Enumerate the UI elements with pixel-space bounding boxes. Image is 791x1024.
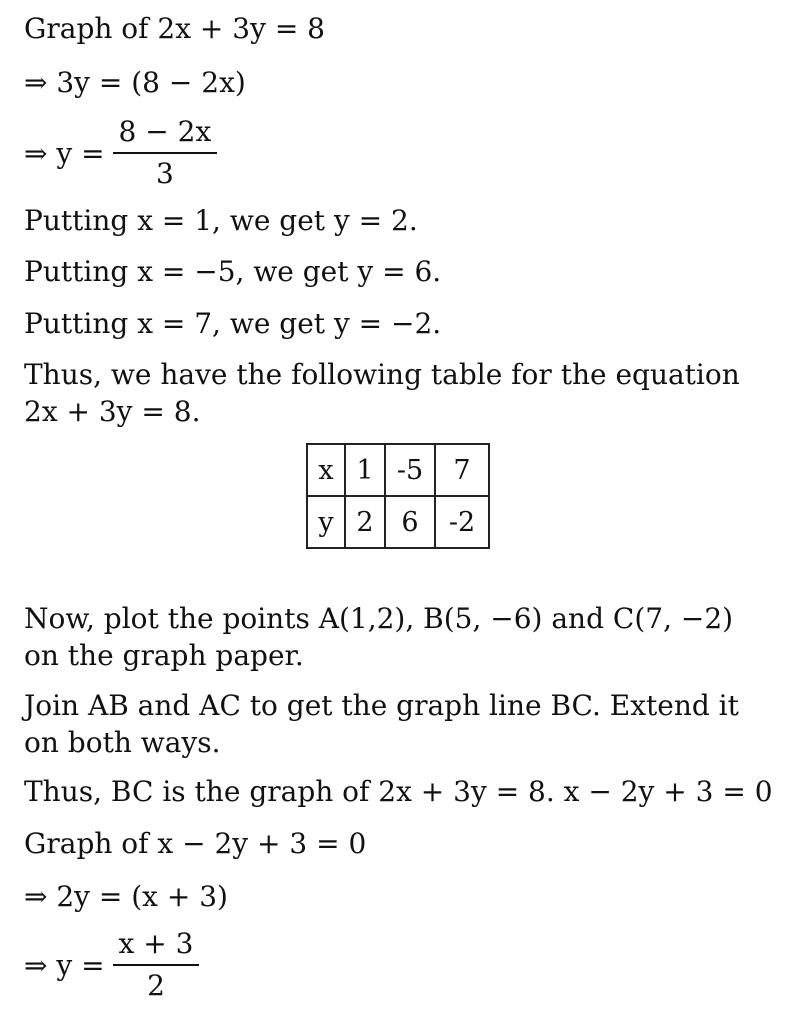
table-cell: 7 — [435, 444, 489, 496]
table-cell: x — [307, 444, 345, 496]
table-cell: 2 — [345, 496, 385, 548]
table-row-y — [307, 496, 489, 548]
graph2-step2 — [24, 928, 199, 1002]
graph1-heading: Graph of 2x + 3y = 8 — [24, 12, 325, 45]
substitution-line-1: Putting x = 1, we get y = 2. — [24, 204, 418, 237]
conclusion-line: Thus, BC is the graph of 2x + 3y = 8. x − 2y + 3 = 0 — [24, 775, 773, 808]
table-intro: Thus, we have the following table for the equation 2x + 3y = 8. — [24, 358, 740, 428]
graph2-fraction-numerator: x + 3 — [113, 928, 200, 966]
plot-instruction: Now, plot the points A(1,2), B(5, −6) and C(7, −2) on the graph paper. — [24, 602, 734, 672]
values-table — [306, 443, 490, 549]
table-cell: y — [307, 496, 345, 548]
join-instruction: Join AB and AC to get the graph line BC. Extend it on both ways. — [24, 689, 739, 759]
graph1-step1: ⇒ 3y = (8 − 2x) — [24, 66, 246, 99]
graph2-fraction — [113, 928, 200, 1002]
graph1-fraction-numerator: 8 − 2x — [113, 116, 218, 154]
table-cell: -5 — [385, 444, 435, 496]
graph1-step2-prefix: ⇒ y = — [24, 136, 105, 170]
substitution-line-3: Putting x = 7, we get y = −2. — [24, 307, 442, 340]
graph1-step2 — [24, 116, 217, 190]
graph2-heading: Graph of x − 2y + 3 = 0 — [24, 827, 367, 860]
graph1-fraction — [113, 116, 218, 190]
table-cell: 6 — [385, 496, 435, 548]
table-cell: 1 — [345, 444, 385, 496]
graph2-step1: ⇒ 2y = (x + 3) — [24, 880, 228, 913]
substitution-line-2: Putting x = −5, we get y = 6. — [24, 255, 442, 288]
table-row-x — [307, 444, 489, 496]
table-cell: -2 — [435, 496, 489, 548]
graph2-step2-prefix: ⇒ y = — [24, 948, 105, 982]
graph2-fraction-denominator: 2 — [147, 969, 165, 1002]
graph1-fraction-denominator: 3 — [155, 157, 174, 190]
